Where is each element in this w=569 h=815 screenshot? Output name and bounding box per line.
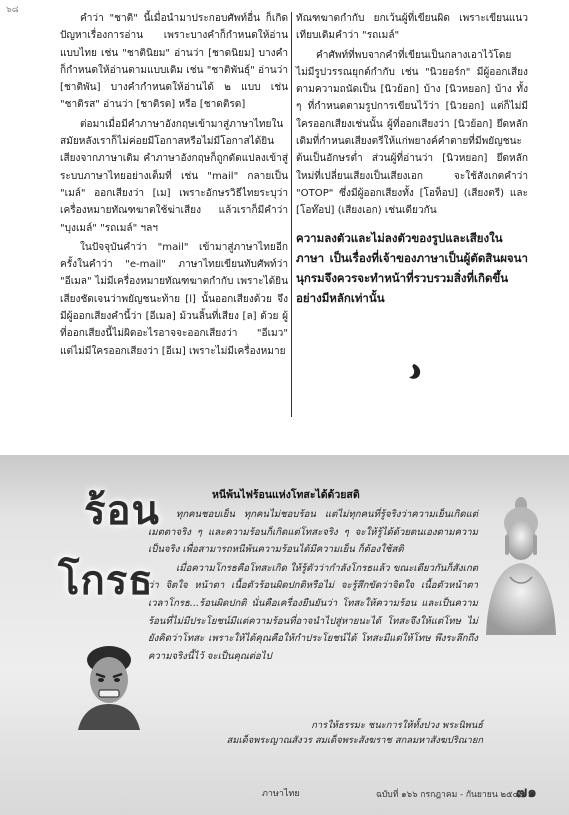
heading-hot: ร้อน xyxy=(84,487,160,534)
right-paragraph-2: คำศัพท์ที่พบจากคำที่เขียนเป็นกลางเอาไว้โดยไม่มีรูปวรรณยุกต์กำกับ เช่น "นิวยอร์ก" มีผู้ออกเสียงตามความถนัดเป็น [นิวย้อก] บ้าง [นิวหยอก] บ้าง ทั้ง ๆ ที่กำหนดตามรูปการเขียนไว้ว่า [นิวยอก] แต่ก็ไม่มีใครออกเสียงเช่นนั้น ผู้ที่ออกเสียงว่า [นิวย้อก] ยึดหลักเดิมที่กำหนดเสียงตรีให้แก่พยางค์คำตายที่มีพยัญชนะต้นเป็นอักษรต่ำ ส่วนผู้ที่อ่านว่า [นิวหยอก] ยึดหลักใหม่ที่เปลี่ยนเสียงเป็นเสียงเอก จะใช้สังเกตคำว่า "OTOP" ซึ่งมีผู้ออกเสียงทั้ง [โอท็อป] (เสียงตรี) และ [โอท๊อป] (เสียงเอก) เช่นเดียวกัน xyxy=(296,49,528,217)
angry-man-image xyxy=(76,640,142,730)
box-paragraph-2: เมื่อความโกรธคือโทสะเกิด ให้รู้ตัวว่ากำลังโกรธแล้ว ขณะเดียวกันก็สังเกตว่า จิตใจ หน้าตา เนื้อตัวร้อนผิดปกติหรือไม่ จะรู้สึกขัดว่าจิตใจ เนื้อตัวหน้าตาเวลาโกรธ...ร้อนผิดปกติ นั่นคือเครื่องยืนยันว่า โทสะให้ความร้อน และเป็นความร้อนที่ไม่มีประโยชน์มีแต่ความร้อนที่อาจนำไปสู่หายนะได้ โทสะจึงให้แต่โทษ ไม่ยังคิดว่าโทสะ เพราะให้ได้คุณคือให้กำประโยชน์ได้ โทสะมีแต่ให้โทษ พึงระลึกถึงความจริงนี้ไว้ จะเป็นคุณต่อไป xyxy=(148,562,478,662)
ornament-icon xyxy=(404,362,424,382)
left-paragraph-2: ต่อมาเมื่อมีคำภาษาอังกฤษเข้ามาสู่ภาษาไทยในสมัยหลังเราก็ไม่ค่อยมีโอกาสหรือไม่มีโอกาสได้ยินเสียงจากภาษาเดิม คำภาษาอังกฤษก็ถูกดัดแปลงเข้าสู่ระบบภาษาไทยอย่างเต็มที่ เช่น "mail" กลายเป็น "เมล์" ออกเสียงว่า [เม] เพราะอักษรวิธีไทยระบุว่าเครื่องหมายทัณฑฆาตใช้ฆ่าเสียง แล้วเราก็มีคำว่า "บุงเมล์" "รถเมล์" ฯลฯ xyxy=(60,118,288,234)
right-article-column xyxy=(296,10,528,308)
column-divider xyxy=(291,12,292,417)
buddha-statue-image xyxy=(480,495,562,635)
box-body xyxy=(148,506,478,665)
heading-anger: โกรธ xyxy=(58,557,154,604)
magazine-logo: ภาษาไทย xyxy=(262,789,300,799)
credit-line-1: การให้ธรรมะ ชนะการให้ทั้งปวง พระนิพนธ์ xyxy=(311,720,483,731)
left-paragraph-3: ในปัจจุบันคำว่า "mail" เข้ามาสู่ภาษาไทยอีกครั้งในคำว่า "e-mail" ภาษาไทยเขียนทับศัพท์ว่า "อีเมล" ไม่มีเครื่องหมายทัณฑฆาตกำกับ เพราะได้ยินเสียงชัดเจนว่าพยัญชนะท้าย [l] นั้นออกเสียงด้วย จึงมีผู้ออกเสียงคำนี้ว่า [อีเมล] ม้วนลิ้นที่เสียง [ล] ด้วย ผู้ที่ออกเสียงนี้ไม่ผิดอะไรอาจจะออกเสียงว่า "อีเมว" แต่ไม่มีใครออกเสียงว่า [อีเม] เพราะไม่มีเครื่องหมาย xyxy=(60,241,288,357)
right-paragraph-1: ทัณฑฆาตกำกับ ยกเว้นผู้ที่เขียนผิด เพราะเขียนแนวเทียบเดิมคำว่า "รถเมล์" xyxy=(296,13,528,42)
credit-line-2: สมเด็จพระญาณสังวร สมเด็จพระสังฆราช สกลมหาสังฆปริณายก xyxy=(226,735,483,746)
left-paragraph-1: คำว่า "ชาติ" นี้เมื่อนำมาประกอบศัพท์อื่น ก็เกิดปัญหาเรื่องการอ่าน เพราะบางคำก็กำหนดให้อ่านแบบไทย เช่น "ชาตินิยม" อ่านว่า [ชาดนิยม] บางคำก็กำหนดให้อ่านตามแบบเดิม เช่น "ชาติพันธุ์" อ่านว่า [ชาติพัน] บางคำกำหนดให้อ่านได้ ๒ แบบ เช่น "ชาติรส" อ่านว่า [ชาติรด] หรือ [ชาดติรด] xyxy=(60,13,288,111)
box-title: หนีพ้นไฟร้อนแห่งโทสะได้ด้วยสติ xyxy=(212,489,360,501)
left-article-column xyxy=(60,10,288,360)
box-credit xyxy=(227,718,483,748)
page-number: ๗๑ xyxy=(516,783,537,801)
top-page-number: ๖๘ xyxy=(6,5,19,15)
box-paragraph-1: ทุกคนชอบเย็น ทุกคนไม่ชอบร้อน แต่ไม่ทุกคนที่รู้จริงว่าความเย็นเกิดแต่เมตตาจริง ๆ และความร้อนก็เกิดแต่โทสะจริง ๆ จะให้รู้ได้ด้วยตนเองตามความเป็นจริง เพื่อสามารถหนีพ้นความร้อนได้มีความเย็น ก็ต้องใช้สติ xyxy=(148,509,478,556)
issue-info: ฉบับที่ ๑๖๖ กรกฎาคม - กันยายน ๒๕๔๗ xyxy=(376,790,526,800)
pullquote: ความลงตัวและไม่ลงตัวของรูปและเสียงในภาษา เป็นเรื่องที่เจ้าของภาษาเป็นผู้ตัดสินผจนานุกรมจึงควรจะทำหน้าที่รวบรวมสิ่งที่เกิดขึ้นอย่างมีหลักเท่านั้น xyxy=(296,230,528,305)
